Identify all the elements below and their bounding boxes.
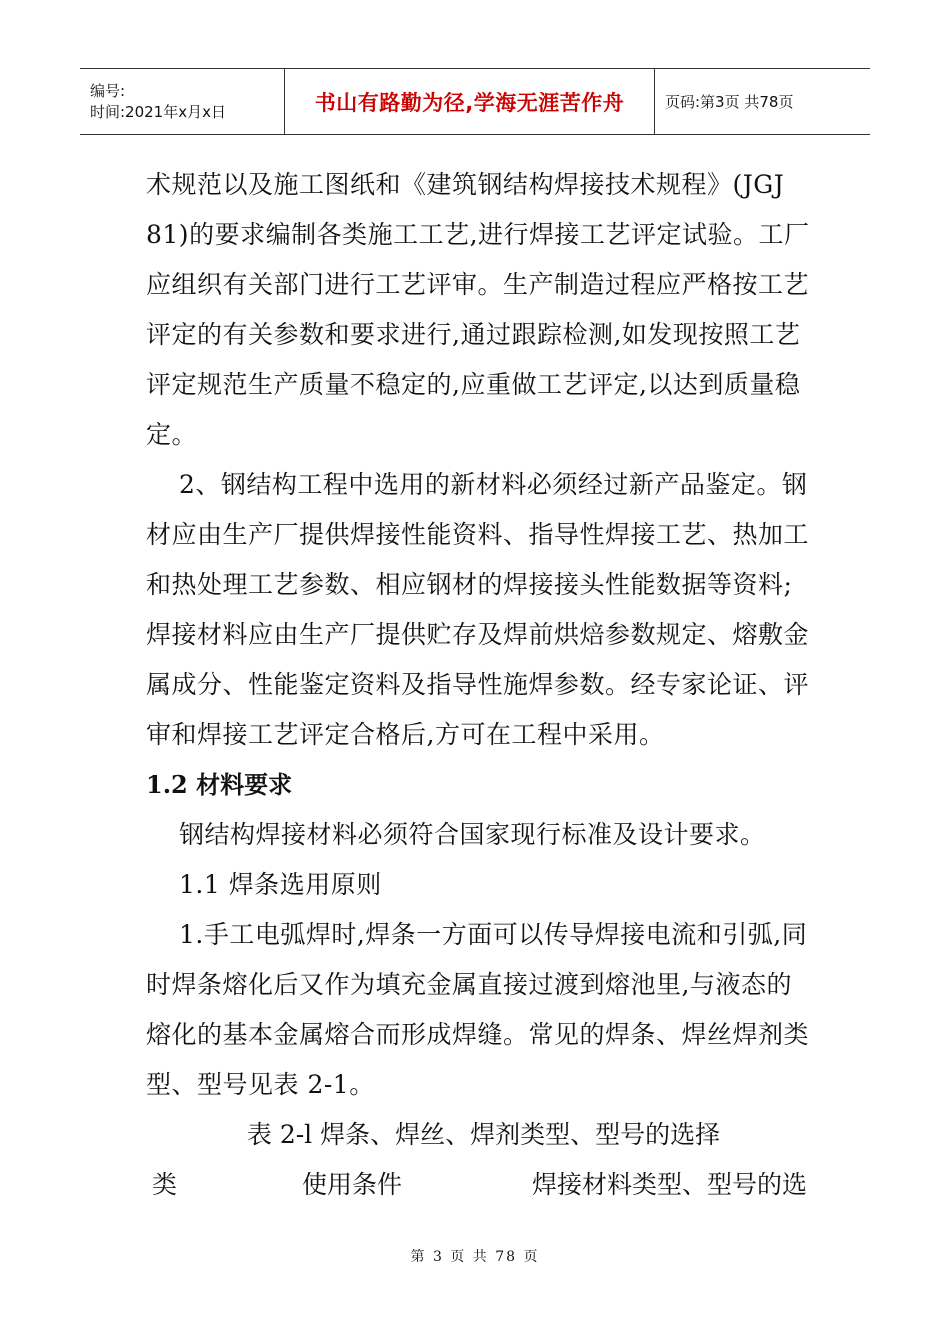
section-heading-material-requirements: 1.2 材料要求 <box>146 770 293 799</box>
page-header <box>80 68 870 135</box>
header-meta <box>80 69 284 134</box>
paragraph-new-materials: 2、钢结构工程中选用的新材料必须经过新产品鉴定。钢材应由生产厂提供焊接性能资料、指导性焊接工艺、热加工和热处理工艺参数、相应钢材的焊接接头性能数据等资料;焊接材料应由生产厂提供贮存及焊前烘焙参数规定、熔敷金属成分、性能鉴定资料及指导性施焊参数。经专家论证、评审和焊接工艺评定合格后,方可在工程中采用。 <box>146 470 810 749</box>
paragraph-material-standards: 钢结构焊接材料必须符合国家现行标准及设计要求。 <box>179 820 766 849</box>
header-motto: 书山有路勤为径,学海无涯苦作舟 <box>314 90 625 115</box>
table-header-row <box>146 1160 811 1210</box>
subheading-electrode-selection: 1.1 焊条选用原则 <box>179 870 382 899</box>
document-body <box>146 160 811 1210</box>
header-motto-cell <box>284 69 655 134</box>
document-time: 时间:2021年x月x日 <box>90 102 226 121</box>
paragraph-manual-arc-welding: 1.手工电弧焊时,焊条一方面可以传导焊接电流和引弧,同时焊条熔化后又作为填充金属直接过渡到熔池里,与液态的熔化的基本金属熔合而形成焊缝。常见的焊条、焊丝焊剂类型、型号见表 2-1。 <box>146 920 810 1099</box>
document-number-label: 编号: <box>90 81 126 100</box>
table-header-material-type: 焊接材料类型、型号的选 <box>532 1170 808 1199</box>
paragraph-process-evaluation: 术规范以及施工图纸和《建筑钢结构焊接技术规程》(JGJ 81)的要求编制各类施工工艺,进行焊接工艺评定试验。工厂应组织有关部门进行工艺评审。生产制造过程应严格按工艺评定的有关参数和要求进行,通过跟踪检测,如发现按照工艺评定规范生产质量不稳定的,应重做工艺评定,以达到质量稳定。 <box>146 170 810 449</box>
table-header-category: 类 <box>152 1170 178 1199</box>
table-caption: 表 2-l 焊条、焊丝、焊剂类型、型号的选择 <box>246 1120 721 1149</box>
header-page-info: 页码:第3页 共78页 <box>665 93 794 111</box>
table-header-conditions: 使用条件 <box>302 1170 403 1199</box>
page-footer: 第 3 页 共 78 页 <box>410 1249 540 1265</box>
header-page-info-cell <box>655 69 870 134</box>
